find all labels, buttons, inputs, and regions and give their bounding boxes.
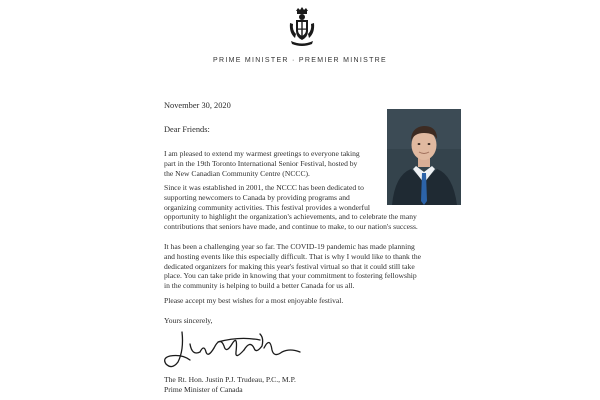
paragraph-4 <box>164 296 343 306</box>
text-line: organizing community activities. This festival provides a wonderful <box>164 202 370 212</box>
handwritten-signature <box>160 322 310 372</box>
text-line: Please accept my best wishes for a most enjoyable festival. <box>164 296 344 305</box>
text-line: contributions that seniors have made, and continue to make, to our nation's success. <box>164 222 418 232</box>
text-line: supporting newcomers to Canada by providing programs and <box>164 192 350 202</box>
text-line: part in the 19th Toronto International Senior Festival, hosted by <box>164 158 358 168</box>
paragraph-1 <box>164 149 360 178</box>
salutation: Dear Friends: <box>164 125 210 134</box>
letter-date: November 30, 2020 <box>164 101 231 110</box>
closing: Yours sincerely, <box>164 316 213 325</box>
text-line: the New Canadian Community Centre (NCCC). <box>164 168 310 178</box>
text-line: dedicated organizers for making this year's festival virtual so that it could still take <box>164 261 415 271</box>
paragraph-3 <box>164 242 421 291</box>
text-line: in the community is helping to build a better Canada for us all. <box>164 281 355 291</box>
signer-name: The Rt. Hon. Justin P.J. Trudeau, P.C., M.P. <box>164 375 296 384</box>
signer-block <box>164 375 296 395</box>
text-line: place. You can take pride in knowing that your commitment to fostering fellowship <box>164 271 417 281</box>
text-line: I am pleased to extend my warmest greetings to everyone taking <box>164 149 360 158</box>
text-line: Since it was established in 2001, the NCCC has been dedicated to <box>164 183 364 192</box>
coat-of-arms-icon <box>287 5 317 47</box>
letterhead-title: PRIME MINISTER · PREMIER MINISTRE <box>213 57 387 64</box>
paragraph-2 <box>164 183 418 232</box>
text-line: and hosting events like this especially difficult. That is why I would like to thank the <box>164 251 422 261</box>
portrait-photo <box>387 109 461 205</box>
signer-title: Prime Minister of Canada <box>164 384 243 394</box>
text-line: It has been a challenging year so far. The COVID-19 pandemic has made planning <box>164 242 415 251</box>
text-line: opportunity to highlight the organization's achievements, and to celebrate the many <box>164 212 417 222</box>
